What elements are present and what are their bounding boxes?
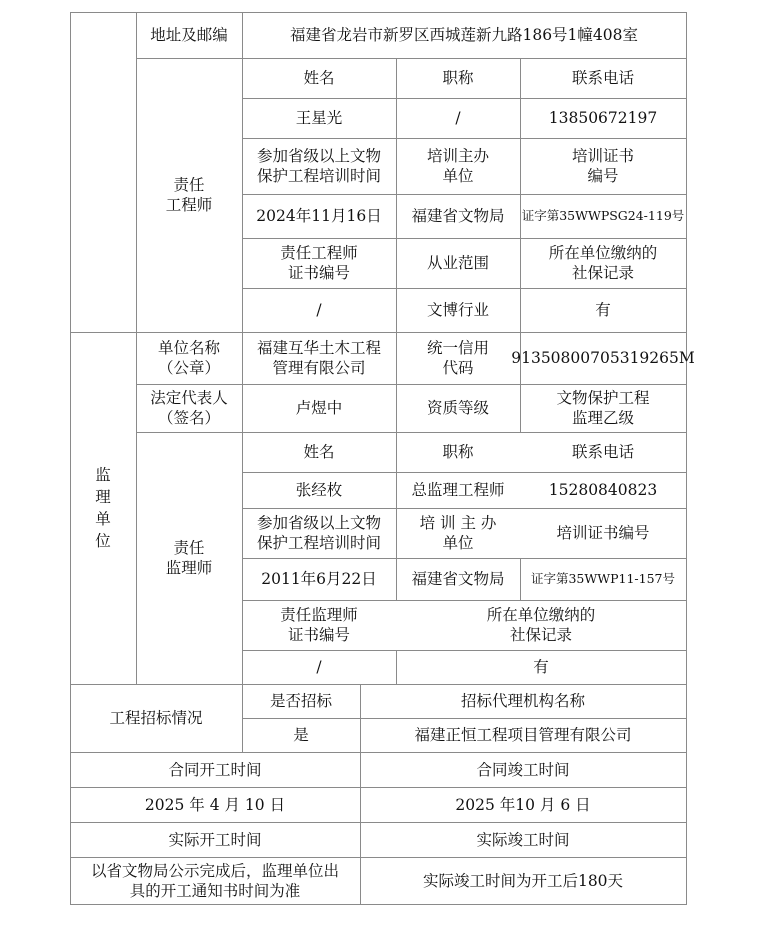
engineer-cert-header-text: 责任工程师 证书编号 [280,244,358,282]
contract-start-value-text: 2025 年 4 月 10 日 [144,795,286,814]
bidding-header [360,684,686,718]
qualification-label-text: 资质等级 [426,399,489,417]
supervisor-cert-value [396,650,686,684]
qualification-label [396,384,520,432]
legal-rep-value [242,384,396,432]
engineer-training-header-text: 培训主办 单位 [426,147,489,185]
supervisor-cert-header [242,600,396,650]
unit-name-value-text: 福建互华土木工程 管理有限公司 [256,339,381,377]
supervisor-training-value-text: 福建省文物局 [411,570,505,588]
contract-end-label [360,752,686,787]
supervisor-training-header [242,508,396,558]
supervisor-value-text: 张经枚 [295,481,343,499]
actual-start-value-text: 以省文物局公示完成后，监理单位出 具的开工通知书时间为准 [90,861,339,900]
bidding-value-text: 福建正恒工程项目管理有限公司 [414,726,632,744]
engineer-header-text: 联系电话 [571,69,634,87]
engineer-training-header-text: 参加省级以上文物 保护工程培训时间 [256,147,381,185]
unit-name-label-text: 单位名称 （公章） [157,339,220,377]
supervisor-training-value [242,558,396,600]
supervisor-value [520,472,686,508]
engineer-header-text: 职称 [442,69,474,87]
engineer-value-text: / [455,109,461,127]
supervisor-cert-value-text: 有 [533,658,549,676]
supervisor-training-header-text: 培训证书编号 [556,524,650,542]
supervisor-training-header [396,508,520,558]
engineer-cert-value [242,288,396,332]
engineer-training-value-text: 2024年11月16日 [256,207,382,225]
supervisor-cert-header-text: 责任监理师 证书编号 [280,606,358,644]
engineer-value-text: 王星光 [295,109,343,127]
engineer-value [396,98,520,138]
engineer-training-header [520,138,686,194]
supervisor-training-header [520,508,686,558]
actual-end-value-text: 实际竣工时间为开工后180天 [422,871,624,890]
bidding-value-text: 是 [293,726,309,744]
bidding-label-text: 工程招标情况 [109,709,203,727]
qualification-value-text: 文物保护工程 监理乙级 [556,389,650,427]
engineer-training-header [242,138,396,194]
contract-start-label [70,752,360,787]
supervisor-section-label-text: 责任 监理师 [165,539,213,577]
contract-start-label-text: 合同开工时间 [168,760,262,779]
supervisor-value [242,472,396,508]
engineer-cert-value [520,288,686,332]
bidding-value [360,718,686,752]
contract-start-value [70,787,360,822]
supervisor-cert-header-text: 所在单位缴纳的 社保记录 [486,606,596,644]
address-label-text: 地址及邮编 [150,26,228,44]
supervisor-header-text: 联系电话 [571,443,634,461]
engineer-value-text: 13850672197 [548,109,658,127]
address-label [136,12,242,58]
bidding-header-text: 招标代理机构名称 [460,692,585,710]
supervisor-training-header-text: 参加省级以上文物 保护工程培训时间 [256,514,381,552]
engineer-cert-header [396,238,520,288]
supervisor-training-value-text: 证字第35WWP11-157号 [530,571,675,586]
supervisor-cert-value [242,650,396,684]
unit-name-label [136,332,242,384]
engineer-training-value [520,194,686,238]
bidding-header [242,684,360,718]
legal-rep-value-text: 卢煜中 [295,399,343,417]
supervisor-header-text: 职称 [442,443,474,461]
engineer-header [242,58,396,98]
contract-end-value [360,787,686,822]
actual-end-value [360,857,686,904]
bidding-header-text: 是否招标 [269,692,332,710]
engineer-training-header-text: 培训证书 编号 [571,147,634,185]
legal-rep-label [136,384,242,432]
engineer-cert-header [520,238,686,288]
bidding-value [242,718,360,752]
supervisor-training-header-text: 培 训 主 办 单位 [419,514,497,552]
supervisor-header-text: 姓名 [303,443,335,461]
supervisor-training-value [520,558,686,600]
supervisor-training-value-text: 2011年6月22日 [261,570,377,588]
engineer-value [242,98,396,138]
supervision-section-label-text: 监 理 单 位 [95,466,111,550]
table-right-border [686,12,687,905]
engineer-training-value [242,194,396,238]
supervision-section-label [70,332,136,684]
supervisor-header [396,432,520,472]
engineer-training-value [396,194,520,238]
engineer-cert-value [396,288,520,332]
credit-code-label [396,332,520,384]
legal-rep-label-text: 法定代表人 （签名） [150,389,228,427]
supervisor-value [396,472,520,508]
credit-code-value [511,332,695,384]
engineer-training-value-text: 福建省文物局 [411,207,505,225]
address-value-text: 福建省龙岩市新罗区西城莲新九路186号1幢408室 [289,26,639,44]
supervisor-header [242,432,396,472]
engineer-header [520,58,686,98]
supervisor-cert-value-text: / [316,658,322,676]
supervisor-training-value [396,558,520,600]
address-value [242,12,686,58]
actual-end-label-text: 实际竣工时间 [476,830,570,849]
engineer-cert-value-text: 有 [595,301,611,319]
engineer-training-value-text: 证字第35WWPSG24-119号 [521,208,685,223]
engineer-header [396,58,520,98]
supervisor-header [520,432,686,472]
actual-end-label [360,822,686,857]
engineer-section-label-text: 责任 工程师 [165,176,213,214]
engineer-cert-header-text: 所在单位缴纳的 社保记录 [548,244,658,282]
supervisor-section-label [136,432,242,684]
engineer-cert-value-text: 文博行业 [426,301,489,319]
qualification-value [520,384,686,432]
engineer-header-text: 姓名 [303,69,335,87]
engineer-training-header [396,138,520,194]
supervisor-value-text: 15280840823 [548,481,658,499]
supervisor-cert-header [396,600,686,650]
credit-code-label-text: 统一信用 代码 [426,339,489,377]
unit-name-value [242,332,396,384]
table-bottom-border [70,904,687,905]
engineer-value [520,98,686,138]
contract-end-label-text: 合同竣工时间 [476,760,570,779]
contract-end-value-text: 2025 年10 月 6 日 [455,795,591,814]
actual-start-label [70,822,360,857]
actual-start-label-text: 实际开工时间 [168,830,262,849]
bidding-label [70,684,242,752]
engineer-cert-header-text: 从业范围 [426,254,489,272]
engineer-section-label [136,58,242,332]
engineer-cert-header [242,238,396,288]
credit-code-value-text: 91350800705319265M [511,349,695,367]
actual-start-value [70,857,360,904]
engineer-cert-value-text: / [316,301,322,319]
supervisor-value-text: 总监理工程师 [411,481,505,499]
